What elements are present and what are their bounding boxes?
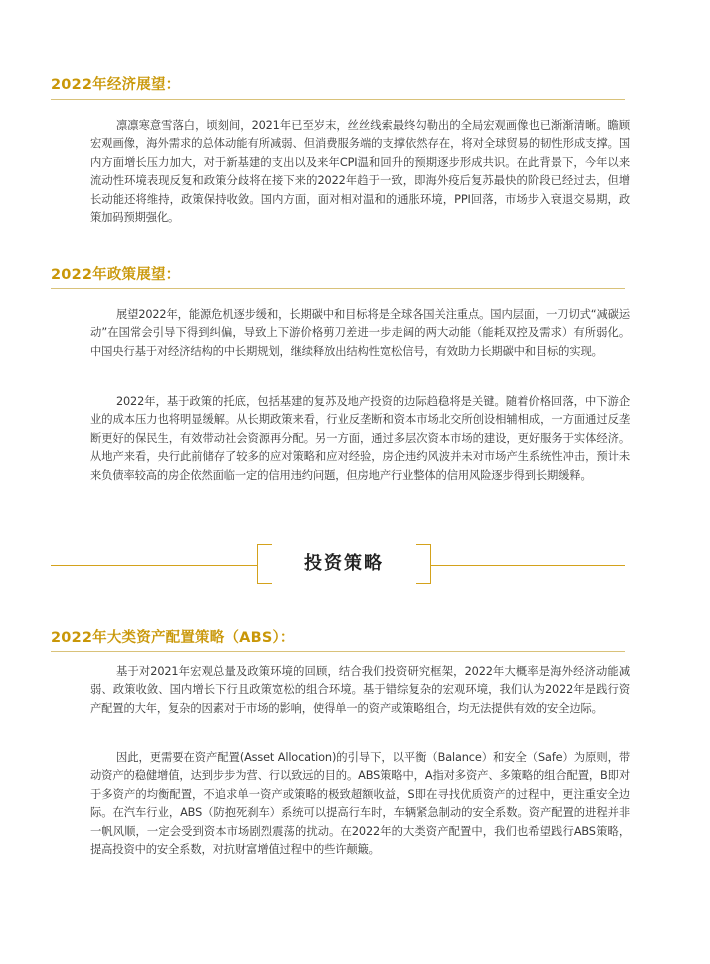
policy-outlook-heading: 2022年政策展望： <box>51 267 181 283</box>
economy-paragraph-1: 凛凛寒意雪落白，顷刻间，2021年已至岁末，丝丝线索最终勾勒出的全局宏观画像也已渐渐清晰。瞻顾宏观画像，海外需求的总体动能有所减弱、但消费服务端的支撑依然存在，将对全球贸易的韧性形成支撑。国内方面增长压力加大，对于新基建的支出以及来年CPI温和回升的预期逐步形成共识。在此背景下，今年以来流动性环境表现反复和政策分歧将在接下来的2022年趋于一致，即海外疫后复苏最快的阶段已经过去，但增长动能还将维持，政策保持收敛。国内方面，面对相对温和的通胀环境，PPI回落，市场步入衰退交易期，政策加码预期强化。 <box>90 119 630 225</box>
abs-paragraph-2: 因此，更需要在资产配置(Asset Allocation)的引导下，以平衡（Balance）和安全（Safe）为原则，带动资产的稳健增值，达到步步为营、行以致远的目的。ABS策略中，A指对多资产、多策略的组合配置，B即对于多资产的均衡配置，不追求单一资产或策略的极致超额收益，S即在寻找优质资产的过程中，更注重安全边际。在汽车行业，ABS（防抱死刹车）系统可以提高行车时，车辆紧急制动的安全系数。资产配置的进程并非一帆风顺，一定会受到资本市场剧烈震荡的扰动。在2022年的大类资产配置中，我们也希望践行ABS策略，提高投资中的安全系数，对抗财富增值过程中的些许颠簸。 <box>90 751 630 857</box>
economy-heading-rule <box>51 99 625 100</box>
economy-outlook-heading: 2022年经济展望： <box>51 77 181 93</box>
policy-heading-rule <box>51 288 625 289</box>
banner-right-rule <box>431 565 625 566</box>
abs-strategy-heading: 2022年大类资产配置策略（ABS）： <box>51 630 295 646</box>
policy-paragraph-1: 展望2022年，能源危机逐步缓和，长期碳中和目标将是全球各国关注重点。国内层面，一刀切式“减碳运动”在国常会引导下得到纠偏，导致上下游价格剪刀差进一步走阔的两大动能（能耗双控及需求）有所弱化。中国央行基于对经济结构的中长期规划，继续释放出结构性宽松信号，有效助力长期碳中和目标的实现。 <box>90 308 630 358</box>
abs-paragraph-1: 基于对2021年宏观总量及政策环境的回顾，结合我们投资研究框架，2022年大概率是海外经济动能减弱、政策收敛、国内增长下行且政策宽松的组合环境。基于错综复杂的宏观环境，我们认为2022年是践行资产配置的大年，复杂的因素对于市场的影响，使得单一的资产或策略组合，均无法提供有效的安全边际。 <box>90 665 630 715</box>
policy-paragraph-2: 2022年，基于政策的托底，包括基建的复苏及地产投资的边际趋稳将是关键。随着价格回落，中下游企业的成本压力也将明显缓解。从长期政策来看，行业反垄断和资本市场北交所创设相辅相成，一方面通过反垄断更好的保民生，有效带动社会资源再分配。另一方面，通过多层次资本市场的建设，更好服务于实体经济。从地产来看，央行此前储存了较多的应对策略和应对经验，房企违约风波并未对市场产生系统性冲击，预计未来负债率较高的房企依然面临一定的信用违约问题，但房地产行业整体的信用风险逐步得到长期缓释。 <box>90 395 630 482</box>
banner-left-rule <box>51 565 257 566</box>
strategy-banner-title: 投资策略 <box>304 553 384 574</box>
abs-heading-rule <box>51 651 625 652</box>
